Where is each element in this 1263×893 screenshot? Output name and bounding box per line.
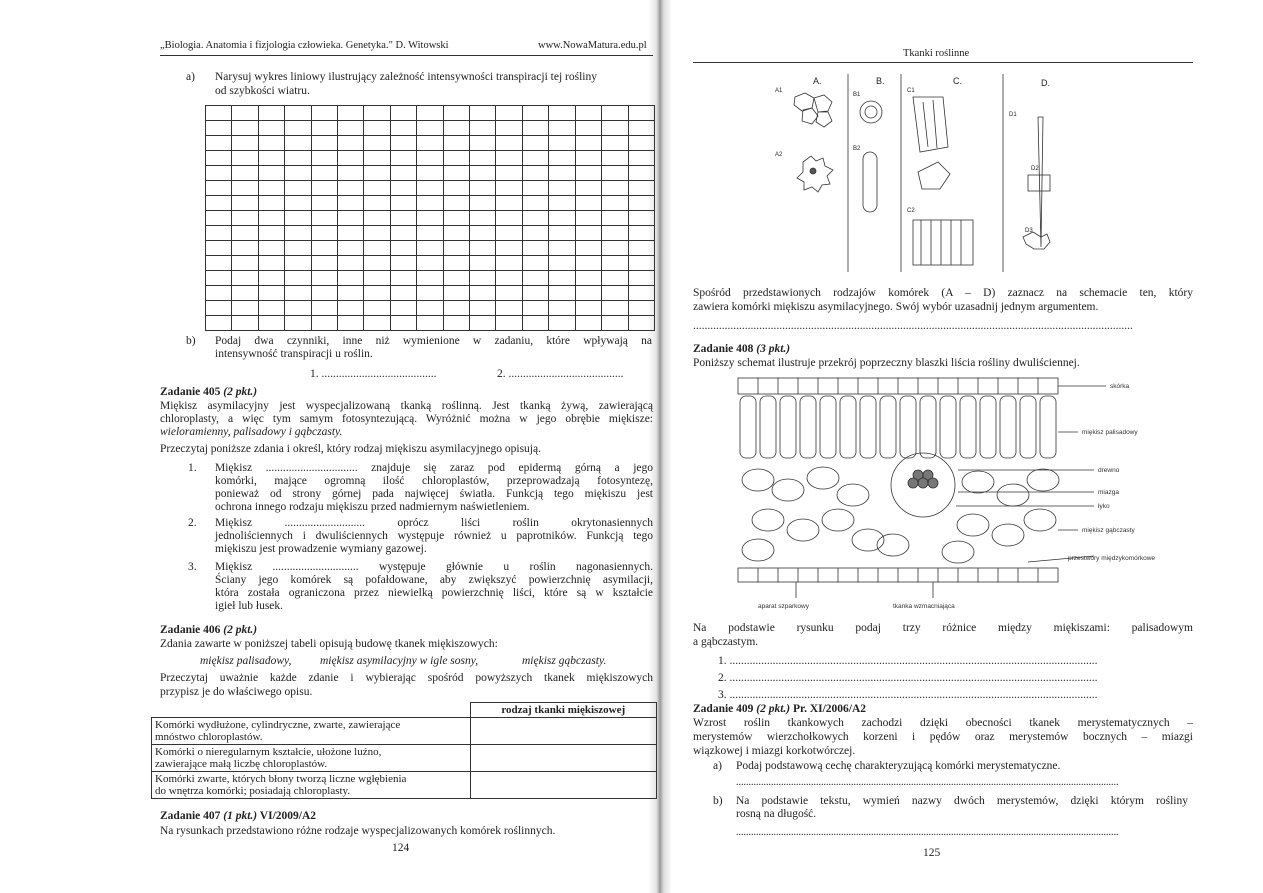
svg-text:C1: C1 [907,88,915,94]
z405-line4: Przeczytaj poniższe zdania i określ, który rodzaj miękiszu asymilacyjnego opisują. [160,443,541,455]
label-a: A. [813,76,822,86]
page-number-right: 125 [923,847,941,859]
label-aparat: aparat szparkowy [758,603,809,610]
label-b: B. [876,76,885,86]
spongy-cell [997,484,1029,506]
palisade-cell [920,396,936,458]
a1-cells [794,93,832,127]
z406-option-2: miękisz asymilacyjny w igle sosny, [320,655,479,667]
svg-text:B2: B2 [853,146,861,152]
header-rule [693,62,1193,63]
z408-blank-1[interactable]: 1. ................................................................................................................................ [718,655,1098,667]
z406-table-header: rodzaj tkanki miękiszowej [470,703,657,718]
z408-title: Zadanie 408 (3 pkt.) [693,343,791,355]
z406-line3: przypisz je do właściwego opisu. [160,686,313,698]
table-row: Komórki zwarte, których błony tworzą liczne wgłębienia do wnętrza komórki; posiadają chloroplasty. [152,772,657,799]
z405-item-number: 3. [188,561,197,573]
palisade-cell [780,396,796,458]
z405-item-line: ponieważ od strony górnej pada najwięcej światła. Funkcją tego miękiszu jest [215,488,653,500]
z408-line2: Na podstawie rysunku podaj trzy różnice między miękiszami: palisadowym [693,622,1193,634]
label-drewno: drewno [1098,467,1120,474]
palisade-cell [740,396,756,458]
d3-cell [1023,232,1050,249]
label-lyko: łyko [1098,503,1110,510]
z407-line1: Na rysunkach przedstawiono różne rodzaje wyspecjalizowanych komórek roślinnych. [160,825,556,837]
spongy-cell [752,509,784,531]
label-miazga: miazga [1098,489,1119,496]
z406-title: Zadanie 406 (2 pkt.) [160,624,258,636]
task-b-blank-2[interactable]: 2. ........................................ [497,368,624,380]
task-a-line2: od szybkości wiatru. [215,85,310,97]
z407-answer-line[interactable]: ......................................................................................................................................................... [693,320,1133,332]
header-rule [160,55,653,56]
spongy-cell [772,479,804,501]
spongy-cell [787,519,819,541]
z405-item-line: ochrona innego rodzaju miękiszu przed nadmiernym naświetleniem. [215,501,530,513]
z405-item-line: Miękisz ................................ znajduje się zaraz pod epidermą górną a jego [215,462,653,474]
z409-line2: merystemów wierzchołkowych korzeni i pędów oraz merystemów bocznych – miazgi [693,731,1193,743]
z409-a-answer[interactable]: ......................................................................................................................................................... [736,777,1119,788]
header-left: „Biologia. Anatomia i fizjologia człowieka. Genetyka." D. Witowski [160,40,449,51]
palisade-cell [960,396,976,458]
spongy-cell [742,539,774,561]
answer-cell[interactable] [470,718,657,745]
spongy-cell [942,541,974,563]
c-extra [918,162,950,189]
palisade-cell [820,396,836,458]
z405-item-line: która została ograniczona przez niewielką powierzchnię liści, które są w kształcie [215,587,653,599]
z407-title: Zadanie 407 (1 pkt.) VI/2009/A2 [160,810,317,822]
table-row: Komórki o nieregularnym kształcie, ułożone luźno, zawierające małą liczbę chloroplastów. [152,745,657,772]
z409-a-text: Podaj podstawową cechę charakteryzującą komórki merystematyczne. [736,760,1061,772]
svg-text:D2: D2 [1031,166,1039,172]
label-tkanka: tkanka wzmacniająca [893,603,955,610]
z409-a-label: a) [713,760,722,772]
answer-cell[interactable] [470,772,657,799]
z405-line2: chloroplasty, a więc tym samym fotosyntezującą. Wyróżnić można w jego obrębie miękisze: [160,413,653,425]
label-c: C. [953,76,962,86]
z405-item-line: jednoliściennych i dwuliściennych występuje również u paprotników. Funkcją tego [215,530,653,542]
z407-question-line2: zawiera komórki miękiszu asymilacyjnego. Swój wybór uzasadnij jednym argumentem. [693,301,1099,313]
spongy-layer [742,467,1059,563]
palisade-cell [1000,396,1016,458]
b2-cell [863,152,877,212]
graph-grid[interactable] [205,105,655,331]
z406-option-1: miękisz palisadowy, [200,655,292,667]
c2-cells [913,220,973,265]
z408-line1: Poniższy schemat ilustruje przekrój poprzeczny blaszki liścia rośliny dwuliściennej. [693,357,1080,369]
right-page [668,0,1263,893]
z405-item-line: igieł lub łusek. [215,600,284,612]
answer-cell[interactable] [470,745,657,772]
z406-line1: Zdania zawarte w poniższej tabeli opisują budowę tkanek miękiszowych: [160,638,498,650]
palisade-cell [980,396,996,458]
svg-text:C2: C2 [907,208,915,214]
label-gabczasty: miękisz gąbczasty [1082,527,1135,534]
spongy-cell [822,509,854,531]
task-a-line1: Narysuj wykres liniowy ilustrujący zależność intensywności transpiracji tej rośliny [215,71,597,83]
z408-line3: a gąbczastym. [693,636,759,648]
z406-option-3: miękisz gąbczasty. [522,655,607,667]
z405-line3: wieloramienny, palisadowy i gąbczasty. [160,426,343,438]
label-skorka: skórka [1110,383,1130,390]
svg-text:A1: A1 [775,88,783,94]
palisade-layer [740,396,1056,458]
svg-text:D1: D1 [1009,112,1017,118]
palisade-cell [760,396,776,458]
task-b-label: b) [186,335,196,347]
label-przestwory: przestwory międzykomórkowe [1068,555,1156,562]
z405-line1: Miękisz asymilacyjny jest wyspecjalizowaną tkanką roślinną. Jest tkanką żywą, zawierającą [160,400,653,412]
spongy-cell [742,469,774,491]
z409-b-label: b) [713,795,723,807]
z408-blank-3[interactable]: 3. ................................................................................................................................ [718,689,1098,701]
z409-line3: wiązkowej i miazgi korkotwórczej. [693,745,856,757]
d1-cell [1038,117,1043,247]
z405-item-line: Miękisz .............................. występuje głównie u roślin nagonasiennych. [215,561,653,573]
task-a-label: a) [186,71,195,83]
z407-question-line1: Spośród przedstawionych rodzajów komórek (A – D) zaznacz na schemacie ten, który [693,287,1193,299]
spongy-cell [1024,509,1056,531]
svg-text:A2: A2 [775,152,783,158]
plant-cells-figure [773,72,1063,277]
palisade-cell [800,396,816,458]
z409-b-line2: rosną na długość. [736,808,817,820]
z409-b-line1: Na podstawie tekstu, wymień nazwy dwóch merystemów, dzięki którym rośliny [736,795,1188,807]
header-title: Tkanki roślinne [903,48,970,59]
z405-item-line: Miękisz ............................ oprócz liści roślin okrytonasiennych [215,517,653,529]
spongy-cell [837,484,869,506]
task-b-blank-1[interactable]: 1. ........................................ [310,368,437,380]
label-palisadowy: miękisz palisadowy [1082,429,1138,436]
z409-title: Zadanie 409 (2 pkt.) Pr. XI/2006/A2 [693,703,867,715]
svg-text:D3: D3 [1025,228,1033,234]
z405-item-number: 2. [188,517,197,529]
z405-item-line: komórki, mające ogromną ilość chloroplastów, przeprowadzają fotosyntezę, [215,475,653,487]
task-b-line2: intensywność transpiracji u roślin. [215,348,373,360]
z405-title: Zadanie 405 (2 pkt.) [160,386,258,398]
palisade-cell [880,396,896,458]
z406-line2: Przeczytaj uważnie każde zdanie i wybierając spośród powyższych tkanek miękiszowych [160,672,653,684]
palisade-cell [940,396,956,458]
table-row: Komórki wydłużone, cylindryczne, zwarte, zawierające mnóstwo chloroplastów. [152,718,657,745]
z405-item-number: 1. [188,462,197,474]
palisade-cell [1020,396,1036,458]
spongy-cell [962,471,994,493]
z408-blank-2[interactable]: 2. ................................................................................................................................ [718,672,1098,684]
z409-b-answer[interactable]: ......................................................................................................................................................... [736,827,1119,838]
a2-cell [797,156,833,192]
palisade-cell [860,396,876,458]
z405-item-line: Ściany jego komórek są pofałdowane, aby zwiększyć powierzchnię asymilacji, [215,574,653,586]
palisade-cell [840,396,856,458]
spongy-cell [992,524,1024,546]
label-d: D. [1041,78,1050,88]
page-number-left: 124 [392,842,410,854]
header-right: www.NowaMatura.edu.pl [538,40,647,51]
spongy-cell [1027,469,1059,491]
palisade-cell [900,396,916,458]
c1-cells [913,97,948,152]
spongy-cell [807,467,839,489]
task-b-line1: Podaj dwa czynniki, inne niż wymienione w zadaniu, które wpływają na [215,335,652,347]
palisade-cell [1040,396,1056,458]
leaf-cross-section-figure [728,370,1208,615]
svg-text:B1: B1 [853,92,861,98]
z409-line1: Wzrost roślin tkankowych zachodzi dzięki obecności tkanek merystematycznych – [693,717,1193,729]
z406-table [151,702,657,799]
b1-cell [860,101,882,123]
z405-item-line: miękiszu jest prowadzenie wymiany gazowej. [215,543,427,555]
spongy-cell [957,514,989,536]
